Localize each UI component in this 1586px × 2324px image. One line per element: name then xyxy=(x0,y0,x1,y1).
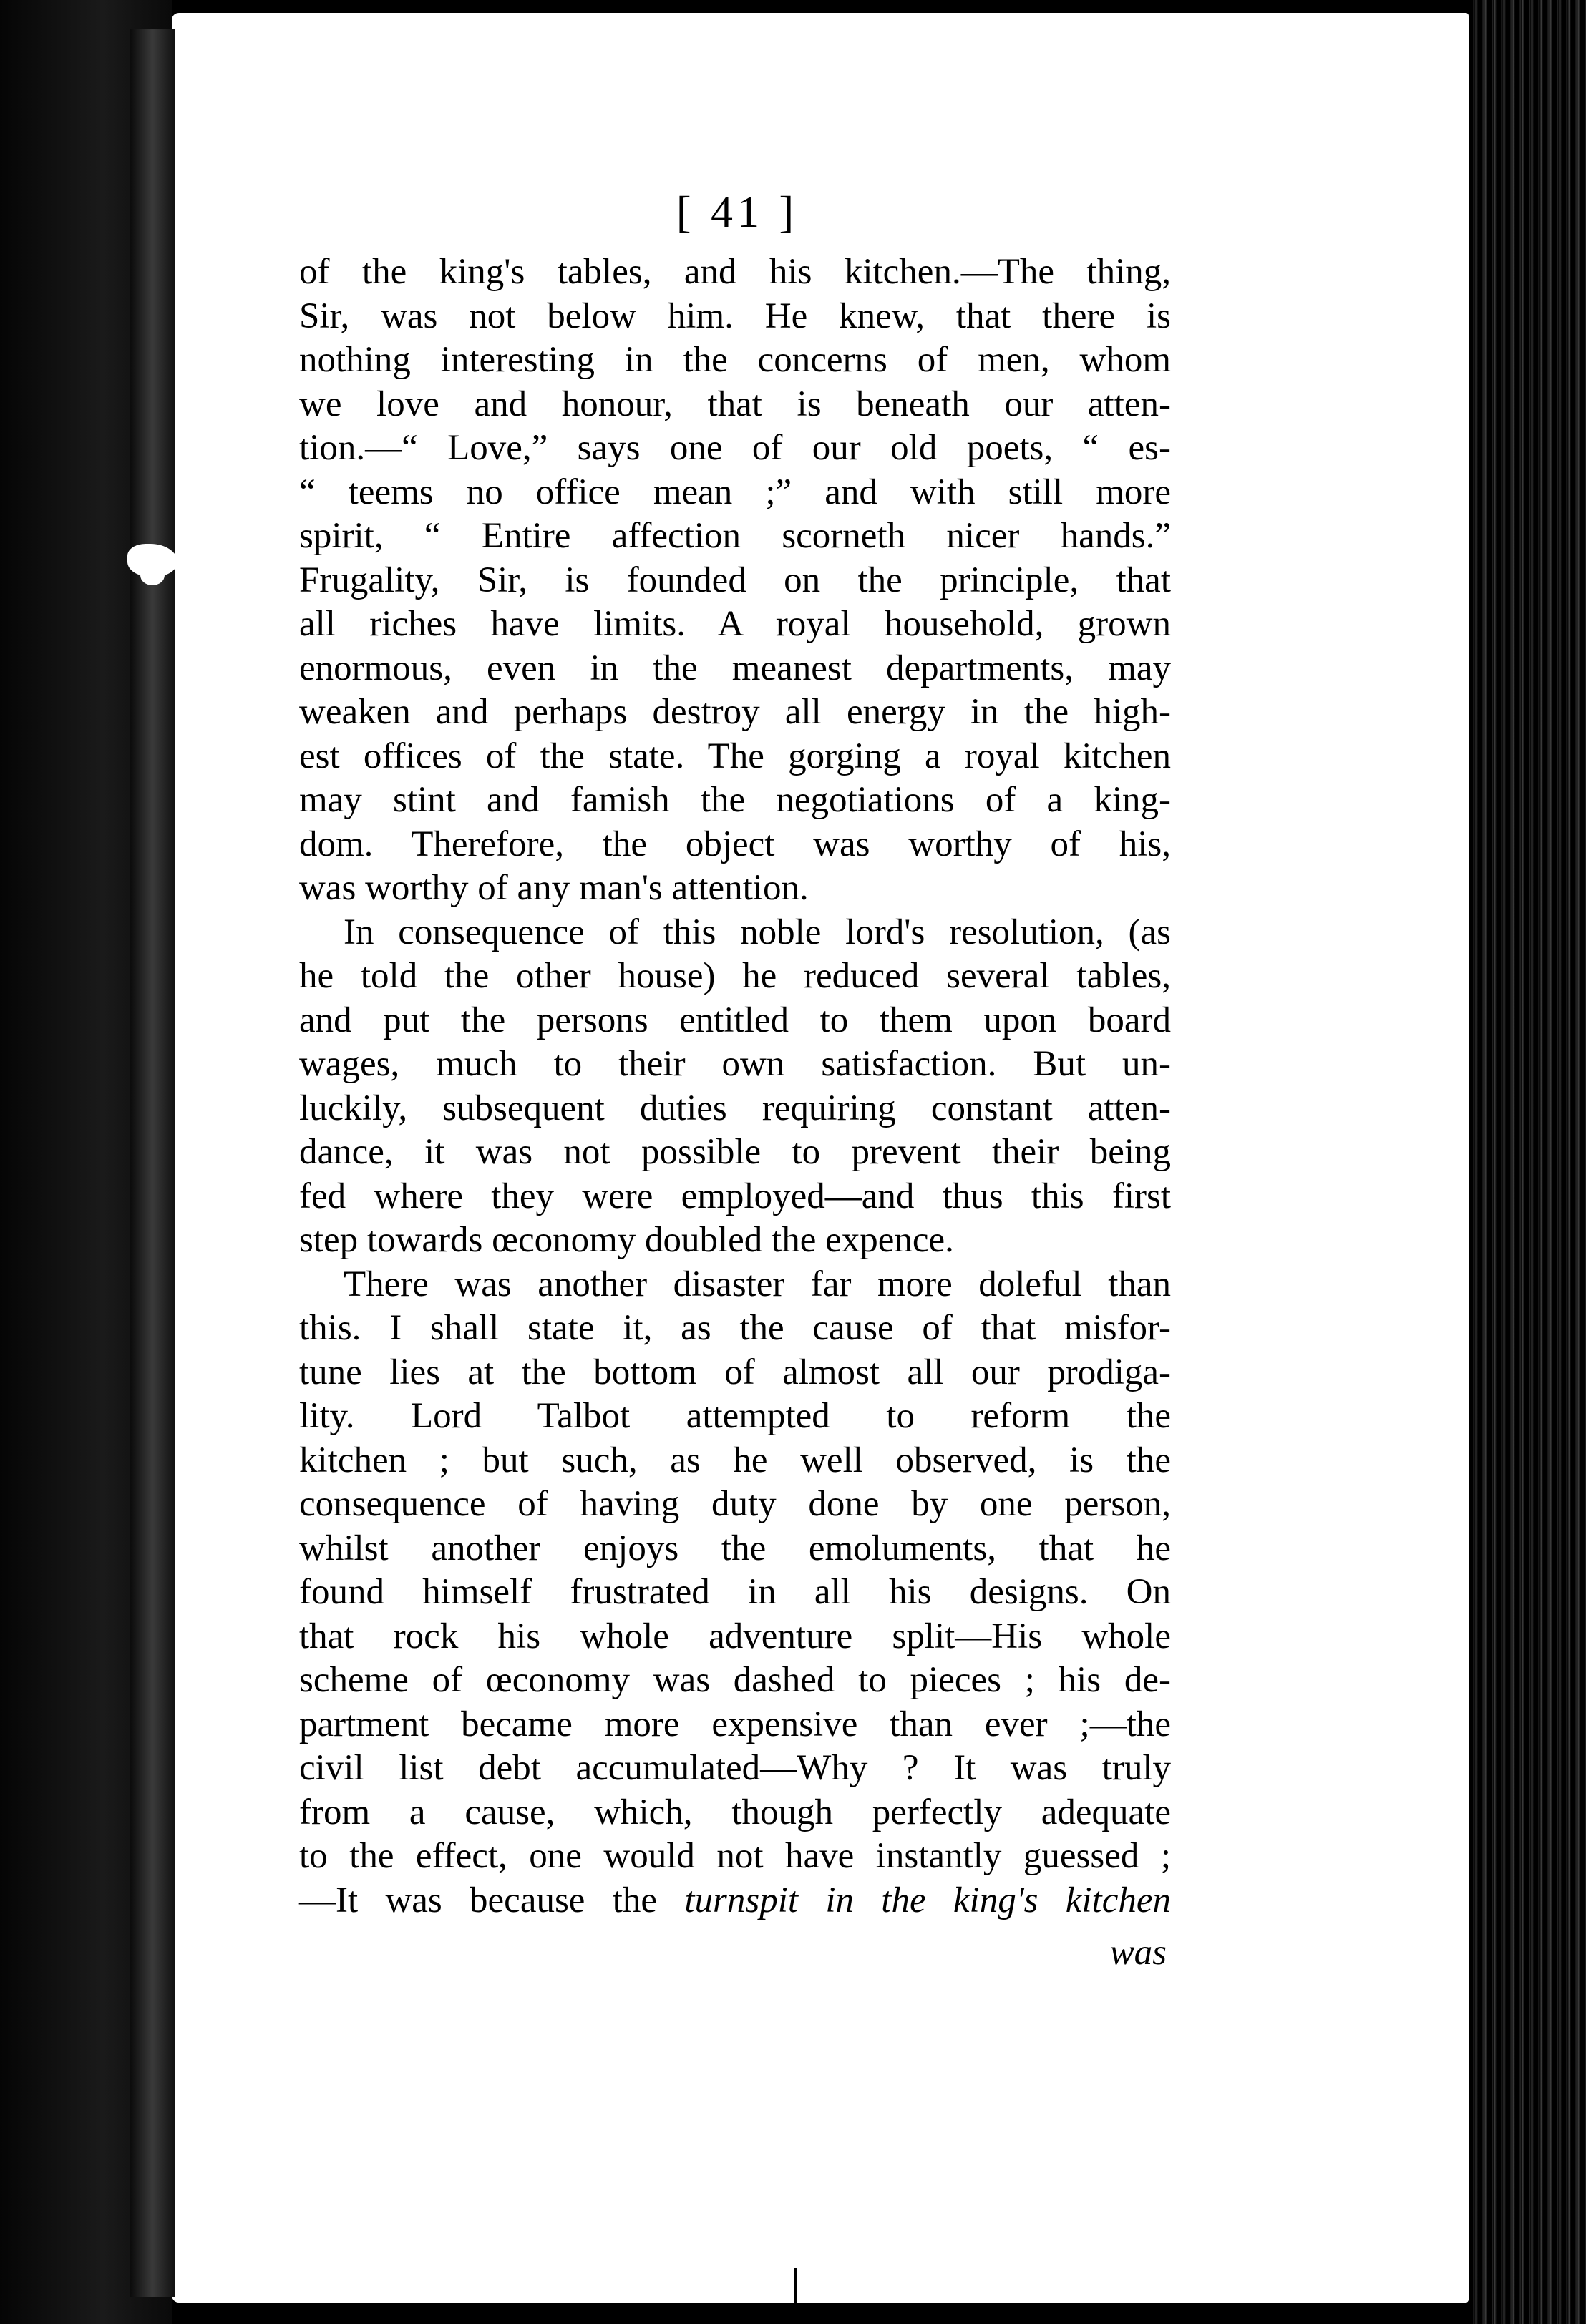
text-line: all riches have limits. A royal household, grown xyxy=(299,604,1171,644)
body-text xyxy=(299,250,1171,1923)
page-gutter-edge xyxy=(130,29,175,2297)
text-line: weaken and perhaps destroy all energy in the high- xyxy=(299,692,1171,732)
text-line: Frugality, Sir, is founded on the principle, that xyxy=(299,560,1171,600)
text-line: from a cause, which, though perfectly adequate xyxy=(299,1792,1171,1832)
paragraph-start-line: In consequence of this noble lord's resolution, (as xyxy=(344,912,1171,952)
text-line: tune lies at the bottom of almost all our prodiga- xyxy=(299,1352,1171,1392)
text-line: fed where they were employed—and thus this first xyxy=(299,1176,1171,1216)
paragraph-start-line: There was another disaster far more doleful than xyxy=(344,1264,1171,1304)
paragraph-end-line: step towards œconomy doubled the expence. xyxy=(299,1220,954,1260)
final-line-prefix: —It was because the xyxy=(299,1880,685,1920)
text-line: consequence of having duty done by one person, xyxy=(299,1484,1171,1524)
text-line: partment became more expensive than ever ;—the xyxy=(299,1704,1171,1744)
text-line: lity. Lord Talbot attempted to reform the xyxy=(299,1396,1171,1436)
paragraph-end-line: was worthy of any man's attention. xyxy=(299,868,809,908)
text-line: tion.—“ Love,” says one of our old poets, “ es- xyxy=(299,428,1171,468)
text-line: whilst another enjoys the emoluments, that he xyxy=(299,1528,1171,1568)
text-line: enormous, even in the meanest departments, may xyxy=(299,648,1171,688)
text-line: civil list debt accumulated—Why ? It was truly xyxy=(299,1748,1171,1788)
text-line: may stint and famish the negotiations of a king- xyxy=(299,780,1171,820)
page-number: [ 41 ] xyxy=(676,188,799,237)
text-line: Sir, was not below him. He knew, that there is xyxy=(299,296,1171,336)
text-line: dance, it was not possible to prevent their being xyxy=(299,1132,1171,1172)
text-line: nothing interesting in the concerns of men, whom xyxy=(299,340,1171,380)
text-line: and put the persons entitled to them upon board xyxy=(299,1000,1171,1040)
text-line: wages, much to their own satisfaction. But un- xyxy=(299,1044,1171,1084)
text-line: to the effect, one would not have instantly guessed ; xyxy=(299,1836,1171,1876)
text-line: dom. Therefore, the object was worthy of his, xyxy=(299,824,1171,864)
text-line: he told the other house) he reduced several tables, xyxy=(299,956,1171,996)
text-line: this. I shall state it, as the cause of that misfor- xyxy=(299,1308,1171,1348)
paper-tear-mark-small xyxy=(140,565,165,585)
catchword: was xyxy=(1109,1933,1167,1973)
text-line: luckily, subsequent duties requiring constant atten- xyxy=(299,1088,1171,1128)
text-line: found himself frustrated in all his designs. On xyxy=(299,1572,1171,1612)
text-line: spirit, “ Entire affection scorneth nicer hands.” xyxy=(299,516,1171,556)
page-bottom-mark xyxy=(794,2268,797,2318)
final-text-line xyxy=(299,1879,1171,1923)
text-line: est offices of the state. The gorging a royal kitchen xyxy=(299,736,1171,776)
text-line: of the king's tables, and his kitchen.—The thing, xyxy=(299,252,1171,292)
book-fore-edge xyxy=(1469,0,1586,2324)
final-line-italic: turnspit in the king's kitchen xyxy=(684,1880,1171,1920)
text-line: that rock his whole adventure split—His whole xyxy=(299,1616,1171,1656)
text-line: “ teems no office mean ;” and with still more xyxy=(299,472,1171,512)
text-line: we love and honour, that is beneath our atten- xyxy=(299,384,1171,424)
text-line: kitchen ; but such, as he well observed, is the xyxy=(299,1440,1171,1480)
text-line: scheme of œconomy was dashed to pieces ; his de- xyxy=(299,1660,1171,1700)
